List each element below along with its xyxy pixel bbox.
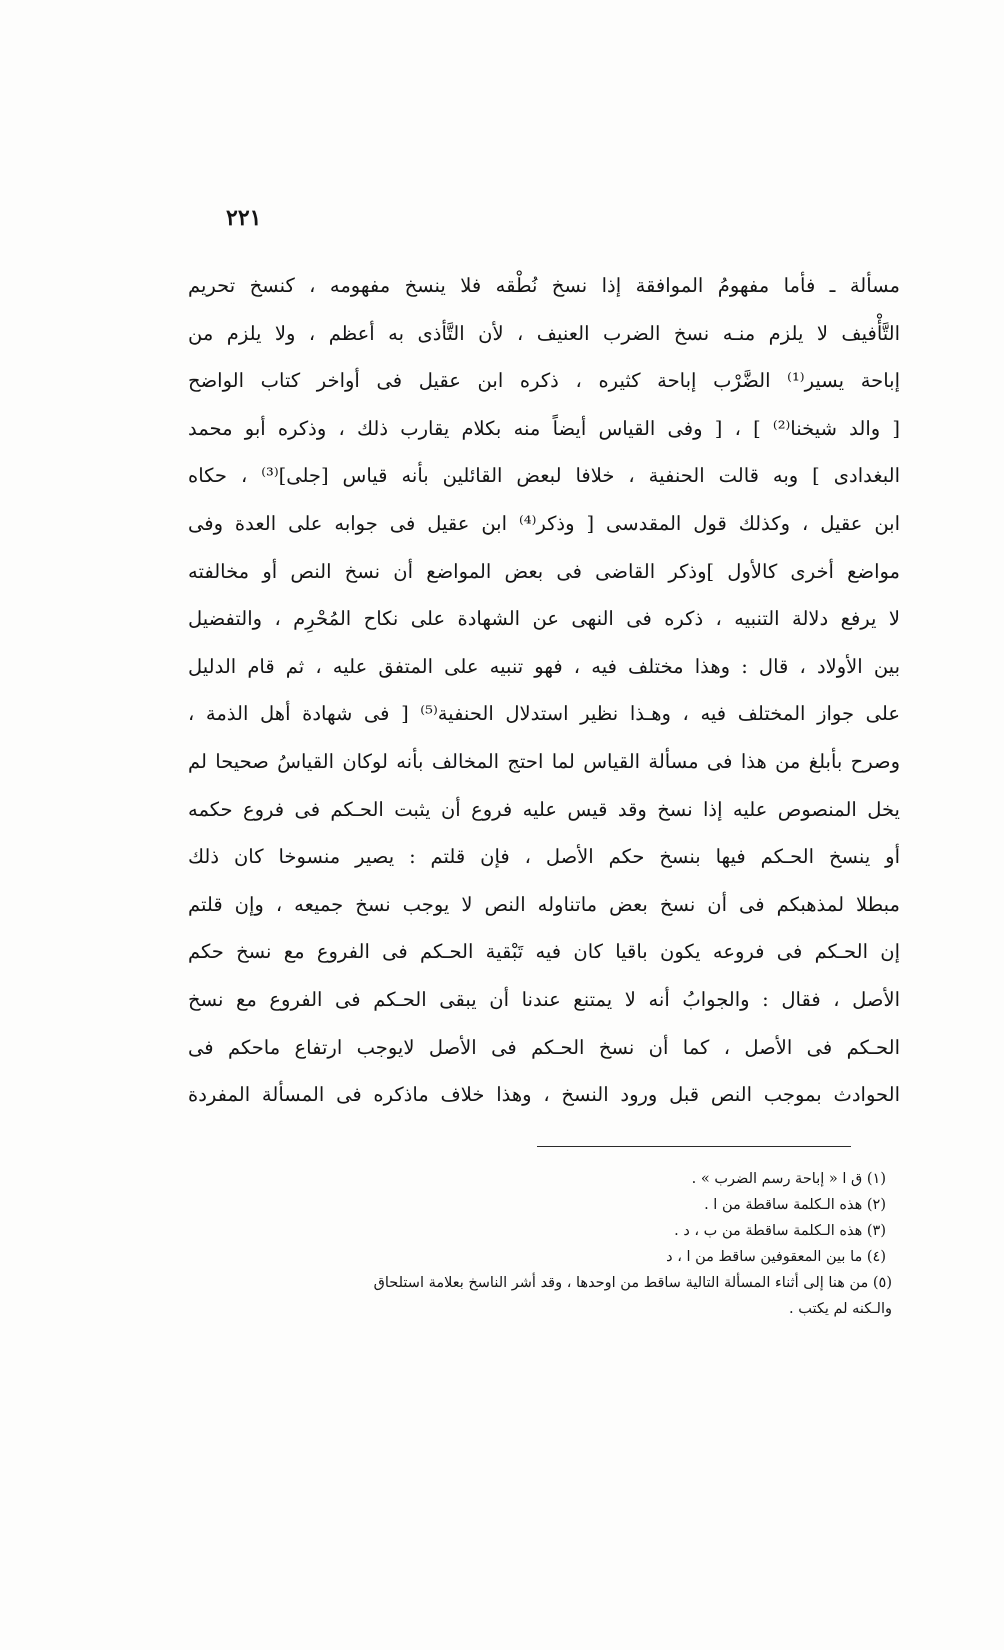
text-line: الأصل ، فقال : والجوابُ أنه لا يمتنع عندنا أن يبقى الحـكم فى الفروع مع نسخ (188, 987, 900, 1011)
footnote-5: (٥) من هنا إلى أثناء المسألة التالية ساقط من اوحدها ، وقد أشر الناسخ بعلامة استلحاق (373, 1275, 892, 1291)
footnote-5-continuation: والـكنه لم يكتب . (788, 1301, 892, 1317)
footnote-separator (537, 1146, 851, 1147)
text-line: على جواز المختلف فيه ، وهـذا نظير استدلال الحنفية⁽⁵⁾ [ فى شهادة أهل الذمة ، (188, 702, 900, 726)
footnote-1: (١) ق ا « إباحة رسم الضرب » . (691, 1171, 886, 1187)
text-line: يخل المنصوص عليه إذا نسخ وقد قيس عليه فروع أن يثبت الحـكم فى فروع حكمه (188, 797, 900, 821)
text-line: ابن عقيل ، وكذلك قول المقدسى [ وذكر⁽⁴⁾ ابن عقيل فى جوابه على العدة وفى (188, 511, 900, 535)
footnotes-block (172, 1166, 892, 1322)
text-line: الحوادث بموجب النص قبل ورود النسخ ، وهذا خلاف ماذكره فى المسألة المفردة (188, 1083, 900, 1107)
footnote-4: (٤) ما بين المعقوفين ساقط من ا ، د (666, 1249, 886, 1265)
main-text-block (188, 262, 900, 1119)
text-line: [ والد شيخنا⁽²⁾ ] ، [ وفى القياس أيضاً منه بكلام يقارب ذلك ، وذكره أبو محمد (188, 416, 900, 440)
text-line: إباحة يسير⁽¹⁾ الضَّرْب إباحة كثيره ، ذكره ابن عقيل فى أواخر كتاب الواضح (188, 369, 900, 393)
text-line: لا يرفع دلالة التنبيه ، ذكره فى النهى عن الشهادة على نكاح المُحْرِم ، والتفضيل (188, 607, 900, 631)
text-line: بين الأولاد ، قال : وهذا مختلف فيه ، فهو تنبيه على المتفق عليه ، ثم قام الدليل (188, 654, 900, 678)
text-line: مسألة ـ فأما مفهومُ الموافقة إذا نسخ نُطْقه فلا ينسخ مفهومه ، كنسخ تحريم (188, 274, 900, 297)
text-line: الحـكم فى الأصل ، كما أن نسخ الحـكم فى الأصل لايوجب ارتفاع ماحكم فى (188, 1035, 900, 1059)
text-line: البغدادى ] وبه قالت الحنفية ، خلافا لبعض القائلين بأنه قياس [جلى]⁽³⁾ ، حكاه (188, 464, 900, 488)
text-line: مواضع أخرى كالأول ]وذكر القاضى فى بعض المواضع أن نسخ النص أو مخالفته (188, 559, 900, 583)
text-line: مبطلا لمذهبكم فى أن نسخ بعض ماتناوله النص لا يوجب نسخ جميعه ، وإن قلتم (188, 892, 900, 916)
text-line: أو ينسخ الحـكم فيها بنسخ حكم الأصل ، فإن قلتم : يصير منسوخا كان ذلك (188, 845, 900, 869)
footnote-2: (٢) هذه الـكلمة ساقطة من ا . (704, 1197, 886, 1213)
text-line: وصرح بأبلغ من هذا فى مسألة القياس لما احتج المخالف بأنه لوكان القياسُ صحيحا لم (188, 749, 900, 773)
text-line: إن الحـكم فى فروعه يكون باقيا كان فيه تَبْقية الحـكم فى الفروع مع نسخ حكم (188, 940, 900, 964)
text-line: التَّأْفيف لا يلزم منـه نسخ الضرب العنيف ، لأن التَّأذى به أعظم ، ولا يلزم من (188, 321, 900, 345)
footnote-3: (٣) هذه الـكلمة ساقطة من ب ، د . (674, 1223, 886, 1239)
page-number: ٢٢١ (226, 205, 262, 231)
